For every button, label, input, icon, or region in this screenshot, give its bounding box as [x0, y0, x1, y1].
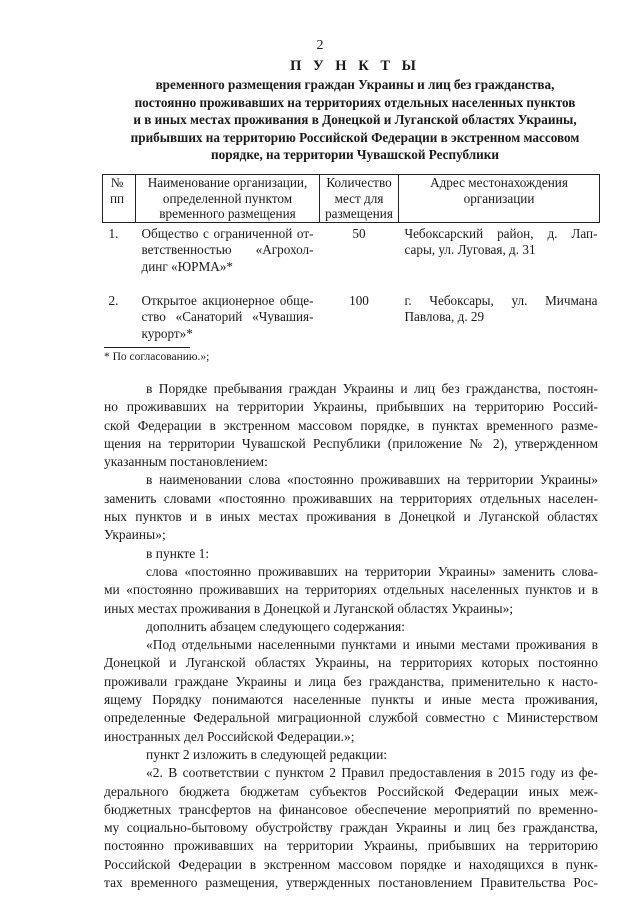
body-line: Украины»;	[104, 527, 166, 543]
cell-line: ство «Санаторий «Чувашия-	[141, 309, 314, 324]
cell-line: Павлова, д. 29	[404, 309, 485, 324]
table-header-row	[103, 175, 600, 223]
body-line: в наименовании слова «постоянно проживавших на территории Украины»	[146, 472, 598, 488]
cell-line: Чебоксарский район, д. Лап-	[404, 225, 598, 241]
table-row	[103, 279, 600, 344]
body-line: му социально-бытовому обустройству граждан Украины и лиц без гражданства,	[104, 820, 598, 836]
subtitle-line: прибывших на территорию Российской Федерации в экстренном массовом	[130, 129, 580, 145]
header-line: мест для	[334, 190, 384, 206]
header-line: Наименование организации,	[147, 175, 308, 190]
body-line: тах временного размещения, утвержденных постановлением Правительства Рос-	[104, 875, 598, 891]
footnote-divider	[104, 347, 190, 348]
body-line: «2. В соответствии с пунктом 2 Правил предоставления в 2015 году из фе-	[146, 765, 598, 781]
subtitle-line: временного размещения граждан Украины и лиц без гражданства,	[155, 77, 555, 92]
body-line: заменить словами «постоянно проживавших на территориях отдельных населен-	[104, 490, 598, 506]
header-line: Количество	[326, 175, 392, 190]
body-line: указанным постановлением:	[104, 454, 268, 470]
subtitle-line: и в иных местах проживания в Донецкой и Луганской областях Украины,	[133, 112, 577, 127]
row-number: 1.	[108, 225, 119, 241]
body-line: ящему Порядку понимаются населенные пункты и иные места проживания,	[104, 692, 598, 708]
row-organization-name	[136, 279, 320, 344]
body-line: «Под отдельными населенными пунктами и иными местами проживания в	[146, 637, 598, 653]
subtitle-line: постоянно проживавших на территориях отдельных населенных пунктов	[134, 94, 576, 110]
body-line: Российской Федерации в экстренном массовом порядке и находящихся в пунк-	[104, 856, 598, 872]
body-line: ных пунктов и в иных местах проживания в Донецкой и Луганской областях	[104, 509, 598, 525]
body-line: ской Федерации в экстренном массовом порядке, в пунктах временного разме-	[104, 417, 598, 433]
body-line: определенные Федеральной миграционной службой совместно с Министерством	[104, 710, 598, 726]
body-line: пункт 2 изложить в следующей редакции:	[146, 746, 388, 762]
cell-line: ветственностью «Агрохол-	[141, 242, 314, 257]
header-places-count	[320, 175, 399, 223]
header-address	[399, 175, 600, 223]
cell-line: сары, ул. Луговая, д. 31	[404, 242, 536, 257]
body-line: иностранных дел Российской Федерации.»;	[104, 728, 355, 744]
header-line: пп	[109, 190, 125, 206]
header-line: Адрес местонахождения	[430, 175, 568, 190]
cell-line: динг «ЮРМА»*	[141, 258, 233, 274]
row-places-count: 50	[352, 225, 366, 241]
row-number: 2.	[108, 292, 119, 308]
body-line: щения на территории Чувашской Республики (приложение № 2), утвержденном	[104, 435, 598, 451]
cell-line: Открытое акционерное обще-	[141, 292, 314, 308]
document-subtitle	[105, 76, 605, 164]
row-places-count: 100	[349, 292, 369, 308]
header-line: размещения	[325, 206, 393, 221]
subtitle-line: порядке, на территории Чувашской Республики	[211, 147, 499, 162]
body-text	[104, 380, 598, 892]
body-line: в Порядке пребывания граждан Украины и лиц без гражданства, постоян-	[146, 381, 598, 396]
row-organization-name	[136, 222, 320, 279]
body-line: постоянно проживавших на территории Украины, прибывших на территорию	[104, 838, 598, 854]
body-line: иных местах проживания в Донецкой и Луганской областях Украины»;	[104, 600, 514, 616]
temporary-placement-table	[102, 174, 600, 343]
body-line: дерального бюджета бюджетам субъектов Российской Федерации иных меж-	[104, 783, 598, 799]
body-line: бюджетных трансфертов на финансовое обеспечение мероприятий по временно-	[104, 801, 598, 817]
document-title: П У Н К Т Ы	[290, 58, 420, 74]
cell-line: г. Чебоксары, ул. Мичмана	[404, 292, 598, 308]
header-organization-name	[136, 175, 320, 223]
table-row	[103, 222, 600, 279]
header-line: №	[110, 175, 124, 190]
header-line: организации	[463, 190, 535, 206]
row-address	[399, 279, 600, 344]
cell-line: курорт»*	[141, 325, 193, 341]
body-line: в пункте 1:	[146, 545, 210, 561]
body-line: дополнить абзацем следующего содержания:	[146, 618, 406, 634]
body-line: но проживавших на территории Украины, прибывших на территорию Россий-	[104, 399, 598, 415]
footnote: * По согласованию.»;	[104, 351, 210, 363]
header-line: определенной пунктом	[162, 190, 293, 206]
header-number	[103, 175, 136, 223]
body-line: ми «постоянно проживавших на территориях отдельных населенных пунктов и в	[104, 582, 598, 598]
header-line: временного размещения	[159, 206, 296, 221]
body-line: слова «постоянно проживавших на территории Украины» заменить слова-	[146, 563, 598, 579]
cell-line: Общество с ограниченной от-	[141, 225, 314, 241]
body-line: проживали граждане Украины и лица без гражданства, применительно к насто-	[104, 673, 598, 689]
page-number: 2	[316, 38, 324, 53]
body-line: Донецкой и Луганской областях Украины, на территориях которых постоянно	[104, 655, 598, 671]
row-address	[399, 222, 600, 279]
